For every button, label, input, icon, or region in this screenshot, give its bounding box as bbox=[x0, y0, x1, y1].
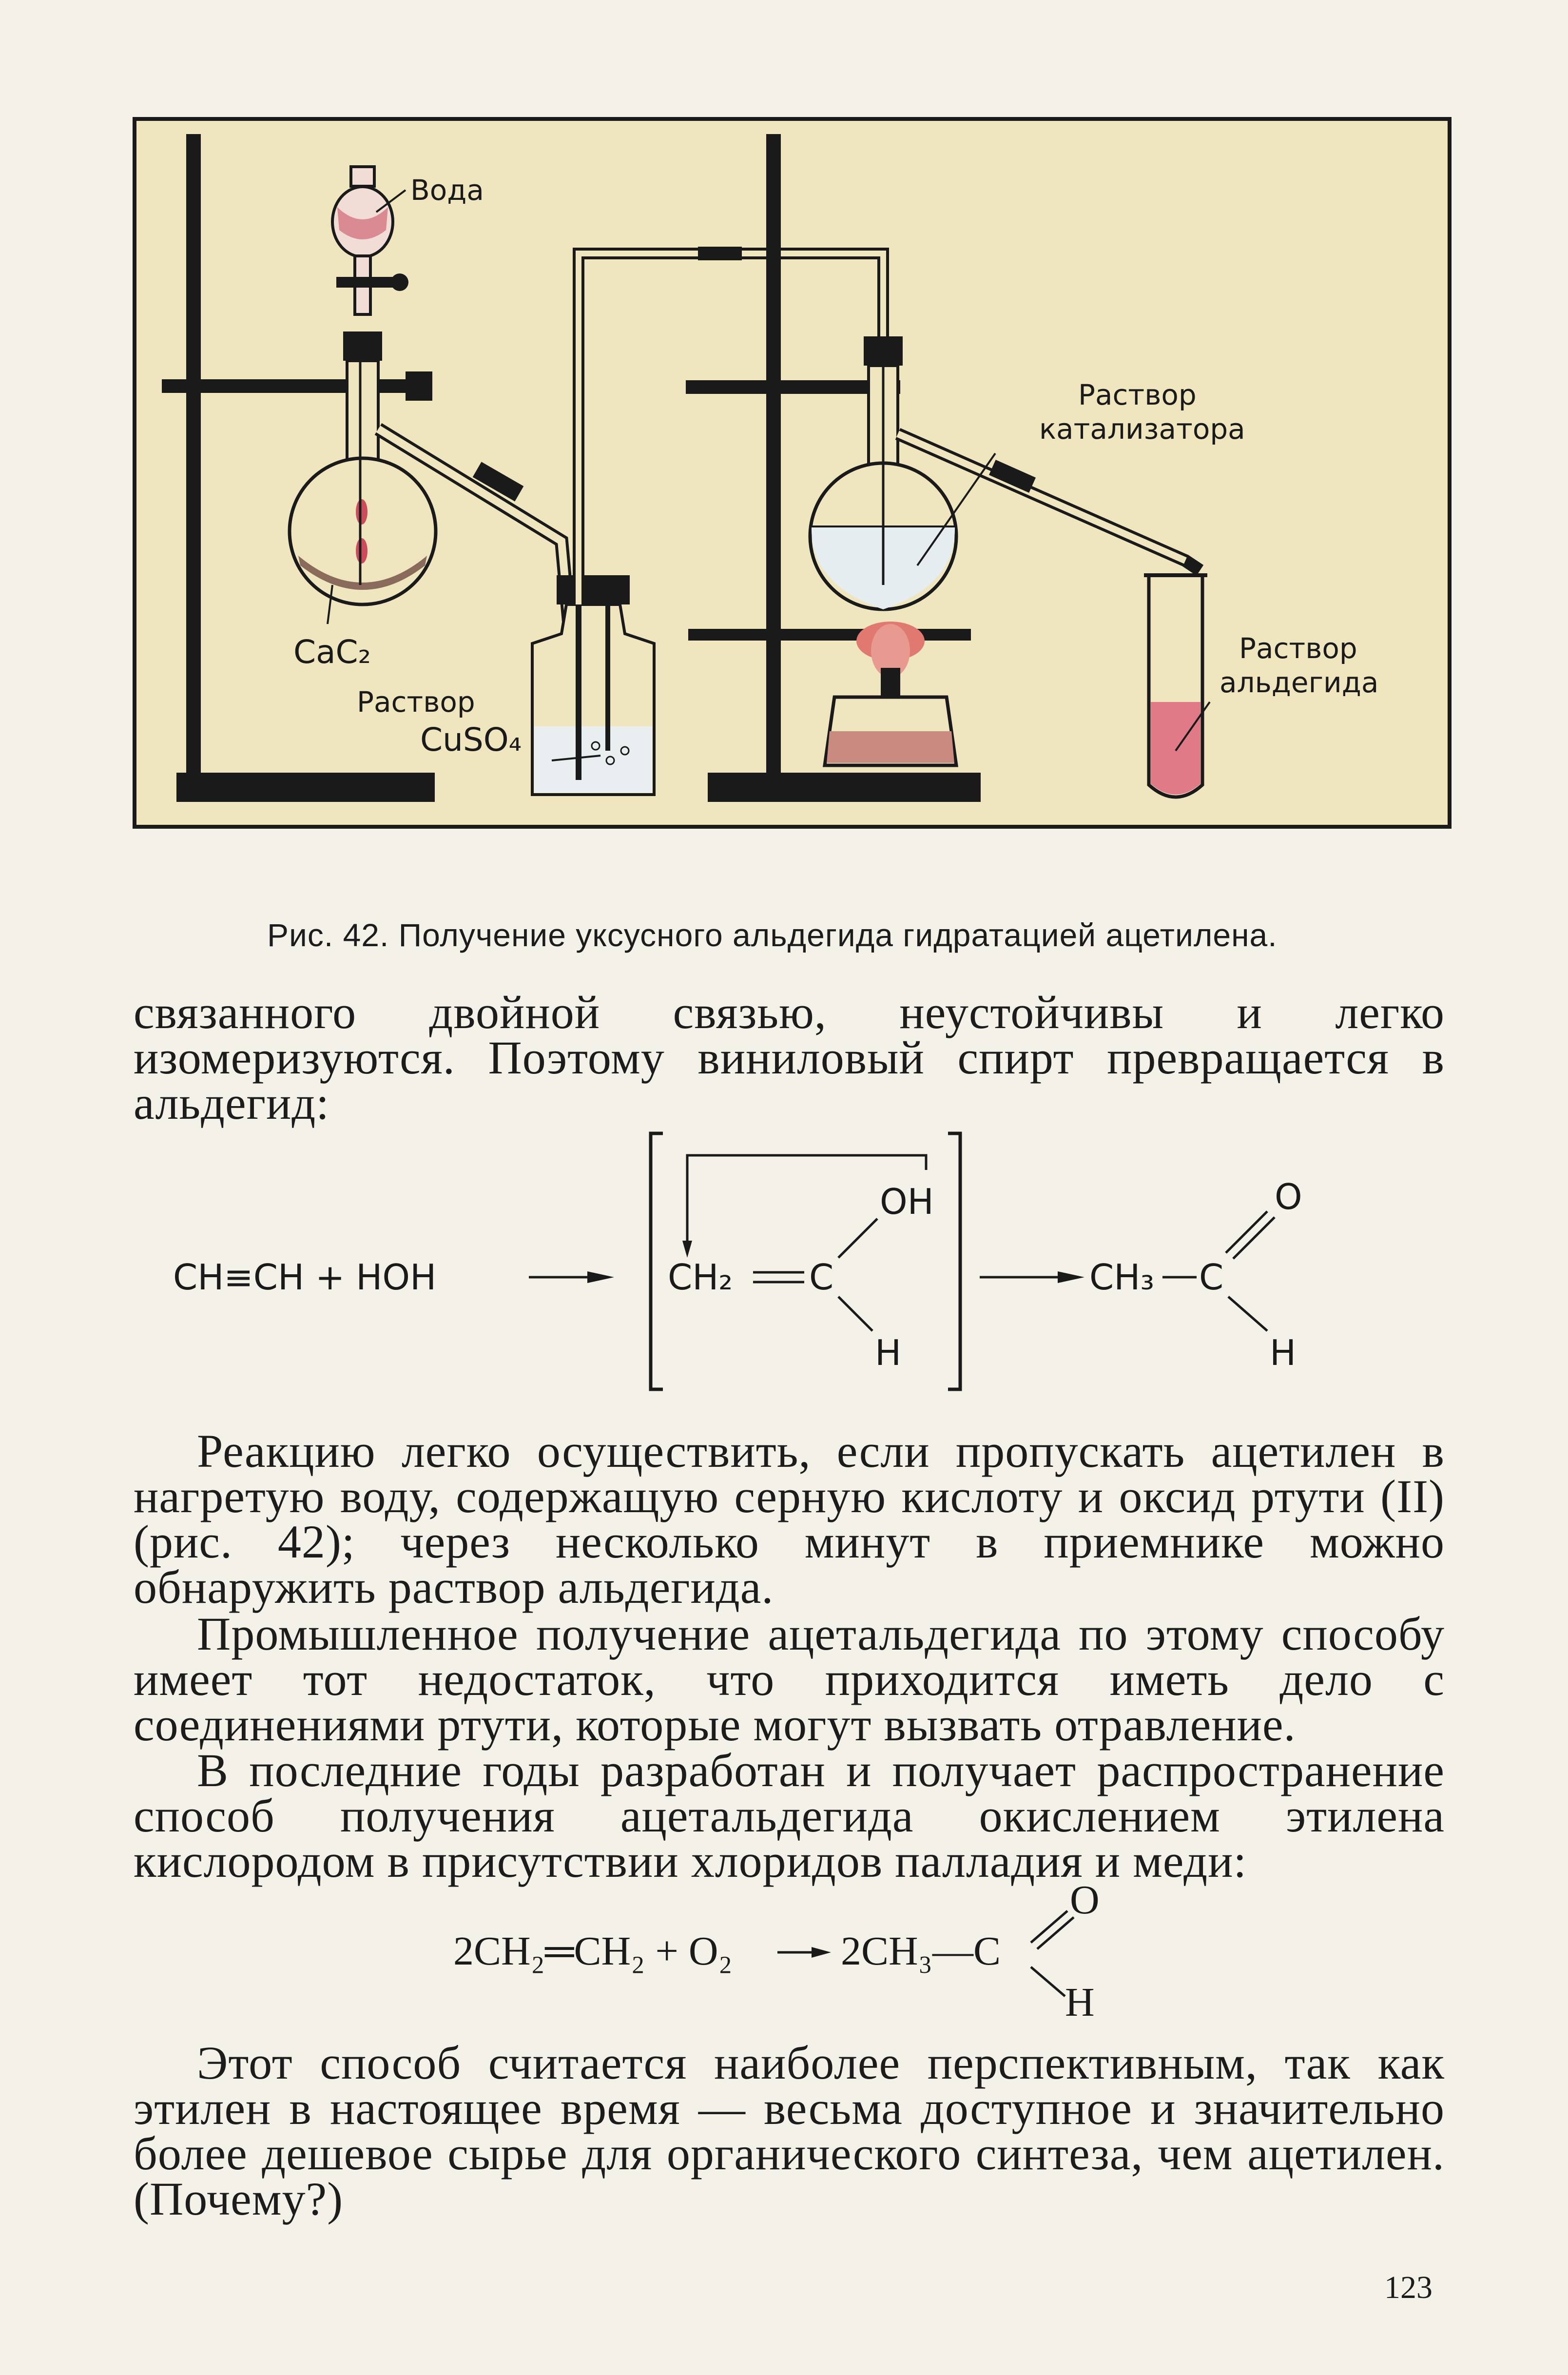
paragraph-4: В последние годы разработан и получает распространение способ получения ацетальдегида окислением этилена кислородом в присутствии хлоридов палладия и меди: bbox=[134, 1744, 1445, 1887]
label-cuso4-1: Раствор bbox=[357, 685, 475, 719]
eq1-h2: H bbox=[1270, 1332, 1297, 1373]
label-catalyst-2: катализатора bbox=[1039, 412, 1245, 446]
page-number: 123 bbox=[1384, 2270, 1432, 2305]
eq1-h: H bbox=[875, 1332, 902, 1373]
label-aldehyde-2: альдегида bbox=[1220, 666, 1379, 699]
eq1-ch3: CH₃ bbox=[1089, 1257, 1155, 1298]
eq2-lhs: 2CH₂═CH₂ + O₂ bbox=[453, 1928, 733, 1974]
paragraph-2: Реакцию легко осуществить, если пропускать ацетилен в нагретую воду, содержащую серную кислоту и оксид ртути (II) (рис. 42); через несколько минут в приемнике можно обнаружить раствор альдегида. bbox=[134, 1425, 1445, 1613]
receiver-test-tube bbox=[1144, 575, 1207, 797]
eq2-o: O bbox=[1070, 1882, 1100, 1923]
label-cuso4-2: CuSO₄ bbox=[420, 721, 522, 759]
paragraph-5: Этот способ считается наиболее перспективным, так как этилен в настоящее время — весьма доступное и значительно более дешевое сырье для органического синтеза, чем ацетилен. (Почему?) bbox=[134, 2037, 1445, 2225]
label-water: Вода bbox=[410, 174, 484, 207]
eq1-reactants: CH≡CH + HOH bbox=[173, 1257, 437, 1298]
figure-caption: Рис. 42. Получение уксусного альдегида гидратацией ацетилена. bbox=[267, 917, 1278, 953]
equation-ethylene-oxidation bbox=[439, 1882, 1170, 2028]
label-catalyst-1: Раствор bbox=[1078, 378, 1197, 411]
eq1-oh: OH bbox=[880, 1181, 934, 1222]
label-cac2: CaC₂ bbox=[293, 633, 371, 671]
eq1-ch2: CH₂ bbox=[668, 1257, 733, 1298]
eq2-h: H bbox=[1065, 1980, 1095, 2025]
eq2-rhs: 2CH₃—C bbox=[841, 1928, 1001, 1974]
paragraph-3: Промышленное получение ацетальдегида по этому способу имеет тот недостаток, что приходится иметь дело с соединениями ртути, которые могут вызвать отравление. bbox=[134, 1608, 1445, 1751]
eq1-o: O bbox=[1275, 1176, 1302, 1217]
paragraph-1: связанного двойной связью, неустойчивы и легко изомеризуются. Поэтому виниловый спирт превращается в альдегид: bbox=[134, 986, 1445, 1129]
equation-vinyl-alcohol bbox=[127, 1116, 1443, 1399]
label-aldehyde-1: Раствор bbox=[1239, 632, 1357, 665]
eq1-c: C bbox=[809, 1257, 834, 1298]
eq1-c2: C bbox=[1199, 1257, 1224, 1298]
apparatus-figure bbox=[133, 117, 1452, 829]
